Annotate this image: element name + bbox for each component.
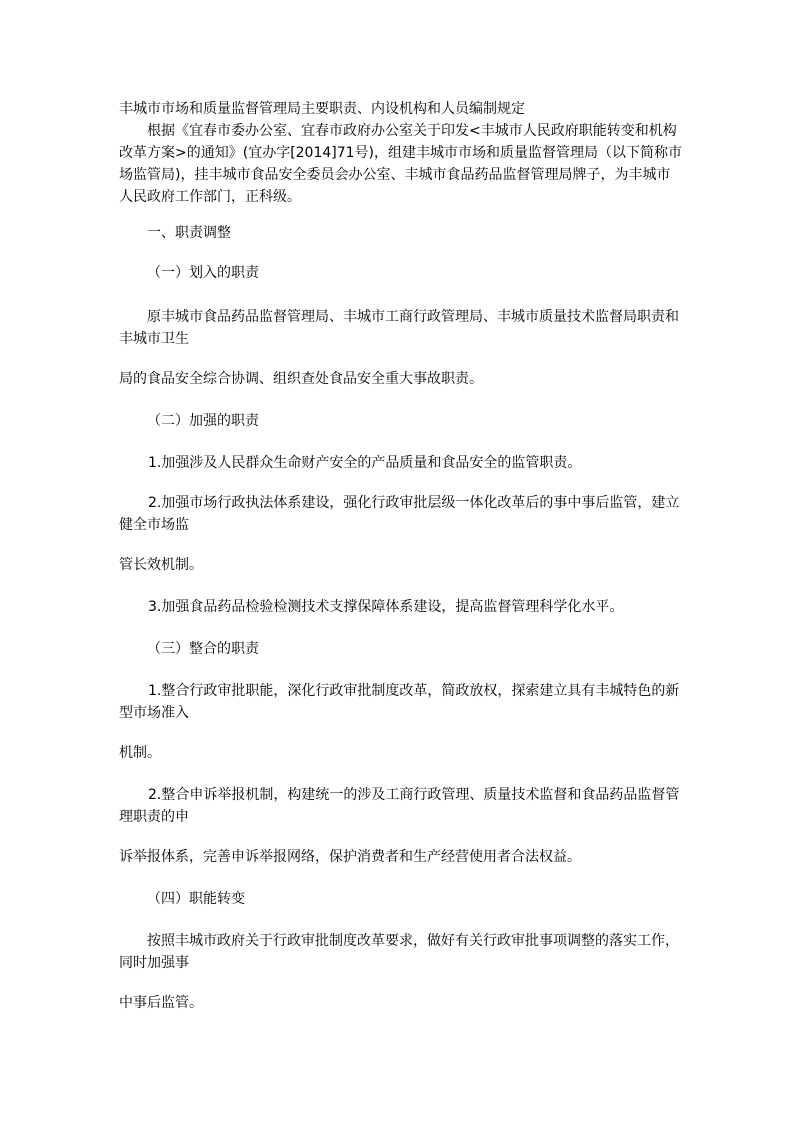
subsection-heading-1: （一）划入的职责	[147, 265, 259, 281]
list-item-continued: 管长效机制。	[119, 557, 203, 573]
document-title: 丰城市市场和质量监督管理局主要职责、内设机构和人员编制规定	[119, 101, 525, 117]
subsection-heading-2: （二）加强的职责	[147, 413, 259, 429]
intro-line-1: 根据《宜春市委办公室、宜春市政府办公室关于印发<丰城市人民政府职能转变和机构	[147, 123, 677, 139]
list-item-continued: 机制。	[119, 745, 161, 761]
list-item-continued: 诉举报体系，完善申诉举报网络，保护消费者和生产经营使用者合法权益。	[119, 849, 581, 865]
list-item-continued: 健全市场监	[119, 517, 189, 533]
list-item-continued: 理职责的申	[119, 809, 189, 825]
list-item: 1.加强涉及人民群众生命财产安全的产品质量和食品安全的监管职责。	[148, 455, 582, 471]
paragraph-line: 丰城市卫生	[119, 331, 189, 347]
intro-line-3: 场监管局)，挂丰城市食品安全委员会办公室、丰城市食品药品监督管理局牌子，为丰城市	[119, 167, 671, 183]
list-item: 1.整合行政审批职能，深化行政审批制度改革，简政放权，探索建立具有丰城特色的新	[148, 683, 680, 699]
paragraph-line: 中事后监管。	[119, 995, 203, 1011]
list-item: 2.整合申诉举报机制，构建统一的涉及工商行政管理、质量技术监督和食品药品监督管	[148, 787, 680, 803]
intro-line-4: 人民政府工作部门，正科级。	[119, 189, 301, 205]
subsection-heading-3: （三）整合的职责	[147, 641, 259, 657]
list-item: 2.加强市场行政执法体系建设，强化行政审批层级一体化改革后的事中事后监管，建立	[148, 495, 680, 511]
paragraph-line: 原丰城市食品药品监督管理局、丰城市工商行政管理局、丰城市质量技术监督局职责和	[147, 309, 679, 325]
intro-line-2: 改革方案>的通知》(宜办字[2014]71号)，组建丰城市市场和质量监督管理局（以下简称市	[119, 145, 683, 161]
list-item: 3.加强食品药品检验检测技术支撑保障体系建设，提高监督管理科学化水平。	[148, 599, 624, 615]
section-heading-1: 一、职责调整	[147, 225, 231, 241]
paragraph-line: 同时加强事	[119, 955, 189, 971]
list-item-continued: 型市场准入	[119, 705, 189, 721]
paragraph-line: 局的食品安全综合协调、组织查处食品安全重大事故职责。	[119, 371, 483, 387]
paragraph-line: 按照丰城市政府关于行政审批制度改革要求，做好有关行政审批事项调整的落实工作，	[147, 933, 679, 949]
subsection-heading-4: （四）职能转变	[147, 891, 245, 907]
